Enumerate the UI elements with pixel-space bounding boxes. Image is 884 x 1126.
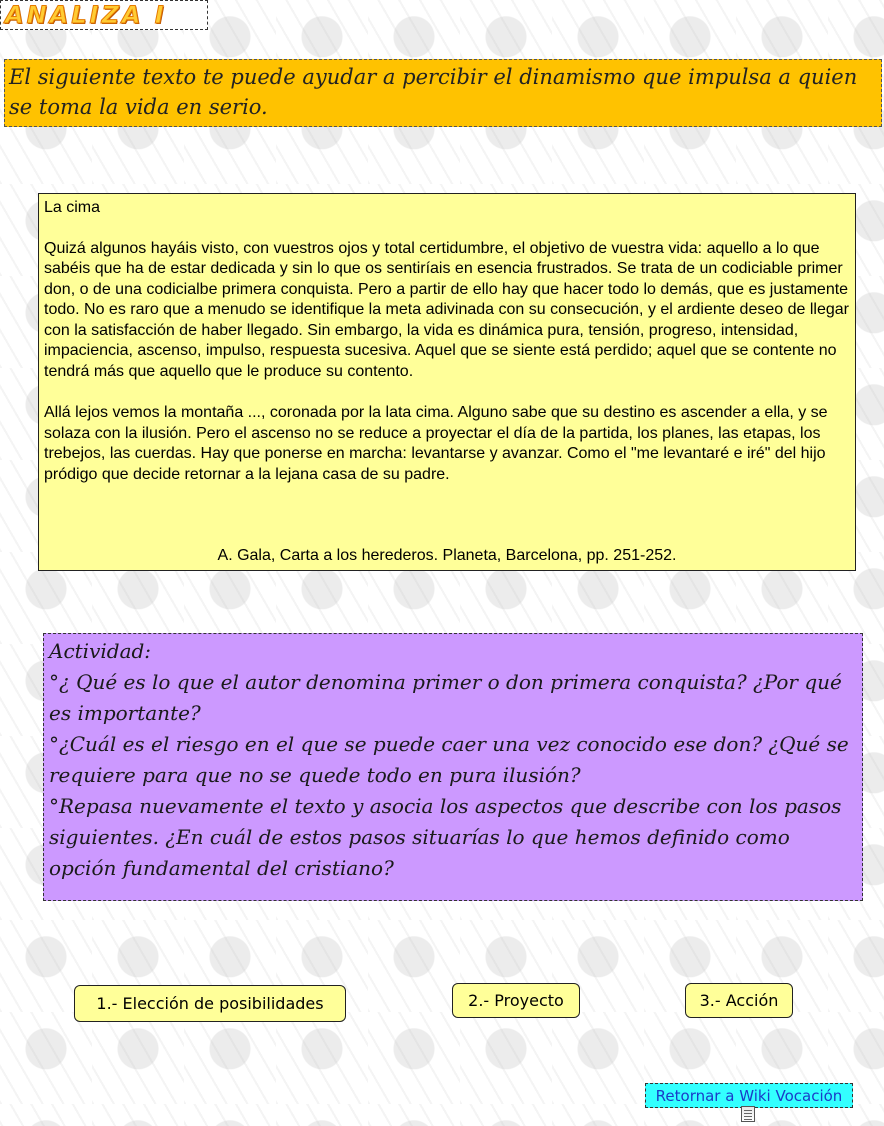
site-logo <box>0 0 208 30</box>
file-icon[interactable] <box>741 1106 755 1122</box>
intro-banner <box>4 59 882 127</box>
reading-citation: A. Gala, Carta a los herederos. Planeta, Barcelona, pp. 251-252. <box>217 546 677 564</box>
step-1-button[interactable]: 1.- Elección de posibilidades <box>74 985 346 1022</box>
activity-question-3: °Repasa nuevamente el texto y asocia los aspectos que describe con los pasos siguientes. ¿En cuál de estos pasos situarías lo que hemos definido como opción fundamental del cristiano? <box>49 794 842 880</box>
return-wiki-link[interactable]: Retornar a Wiki Vocación <box>645 1083 853 1108</box>
activity-question-2: °¿Cuál es el riesgo en el que se puede caer una vez conocido ese don? ¿Qué se requiere para que no se quede todo en pura ilusión? <box>49 732 849 787</box>
reading-paragraph-1: Quizá algunos hayáis visto, con vuestros ojos y total certidumbre, el objetivo de vuestra vida: aquello a lo que sabéis que ha de estar dedicada y sin lo que os sentiríais en esencia frustrados. Se trata de un codiciable primer don, o de una codicialbe primera conquista. Pero a partir de ello hay que hacer todo lo demás, que es justamente todo. No es raro que a menudo se identifique la meta adivinada con su consecución, y el ardiente deseo de llegar con la satisfacción de haber llegado. Sin embargo, la vida es dinámica pura, tensión, progreso, intensidad, impaciencia, ascenso, impulso, respuesta sucesiva. Aquel que se siente está perdido; aquel que se contente no tendrá más que aquello que le produce su contento. <box>44 239 849 380</box>
activity-heading: Actividad: <box>49 639 152 663</box>
step-3-button[interactable]: 3.- Acción <box>685 983 793 1018</box>
step-2-button[interactable]: 2.- Proyecto <box>452 983 580 1018</box>
reading-title: La cima <box>44 199 101 216</box>
activity-question-1: °¿ Qué es lo que el autor denomina primer o don primera conquista? ¿Por qué es importante? <box>49 670 842 725</box>
intro-text: El siguiente texto te puede ayudar a percibir el dinamismo que impulsa a quien se toma la vida en serio. <box>9 65 858 119</box>
reading-paragraph-2: Allá lejos vemos la montaña ..., coronada por la lata cima. Alguno sabe que su destino es ascender a ella, y se solaza con la ilusión. Pero el ascenso no se reduce a proyectar el día de la partida, los planes, las etapas, los trebejos, las cuerdas. Hay que ponerse en marcha: levantarse y avanzar. Como el "me levantaré e iré" del hijo pródigo que decide retornar a la lejana casa de su padre. <box>44 404 828 483</box>
logo-text: ANALIZA I <box>5 1 167 29</box>
reading-box <box>38 193 856 571</box>
activity-box <box>43 633 863 901</box>
